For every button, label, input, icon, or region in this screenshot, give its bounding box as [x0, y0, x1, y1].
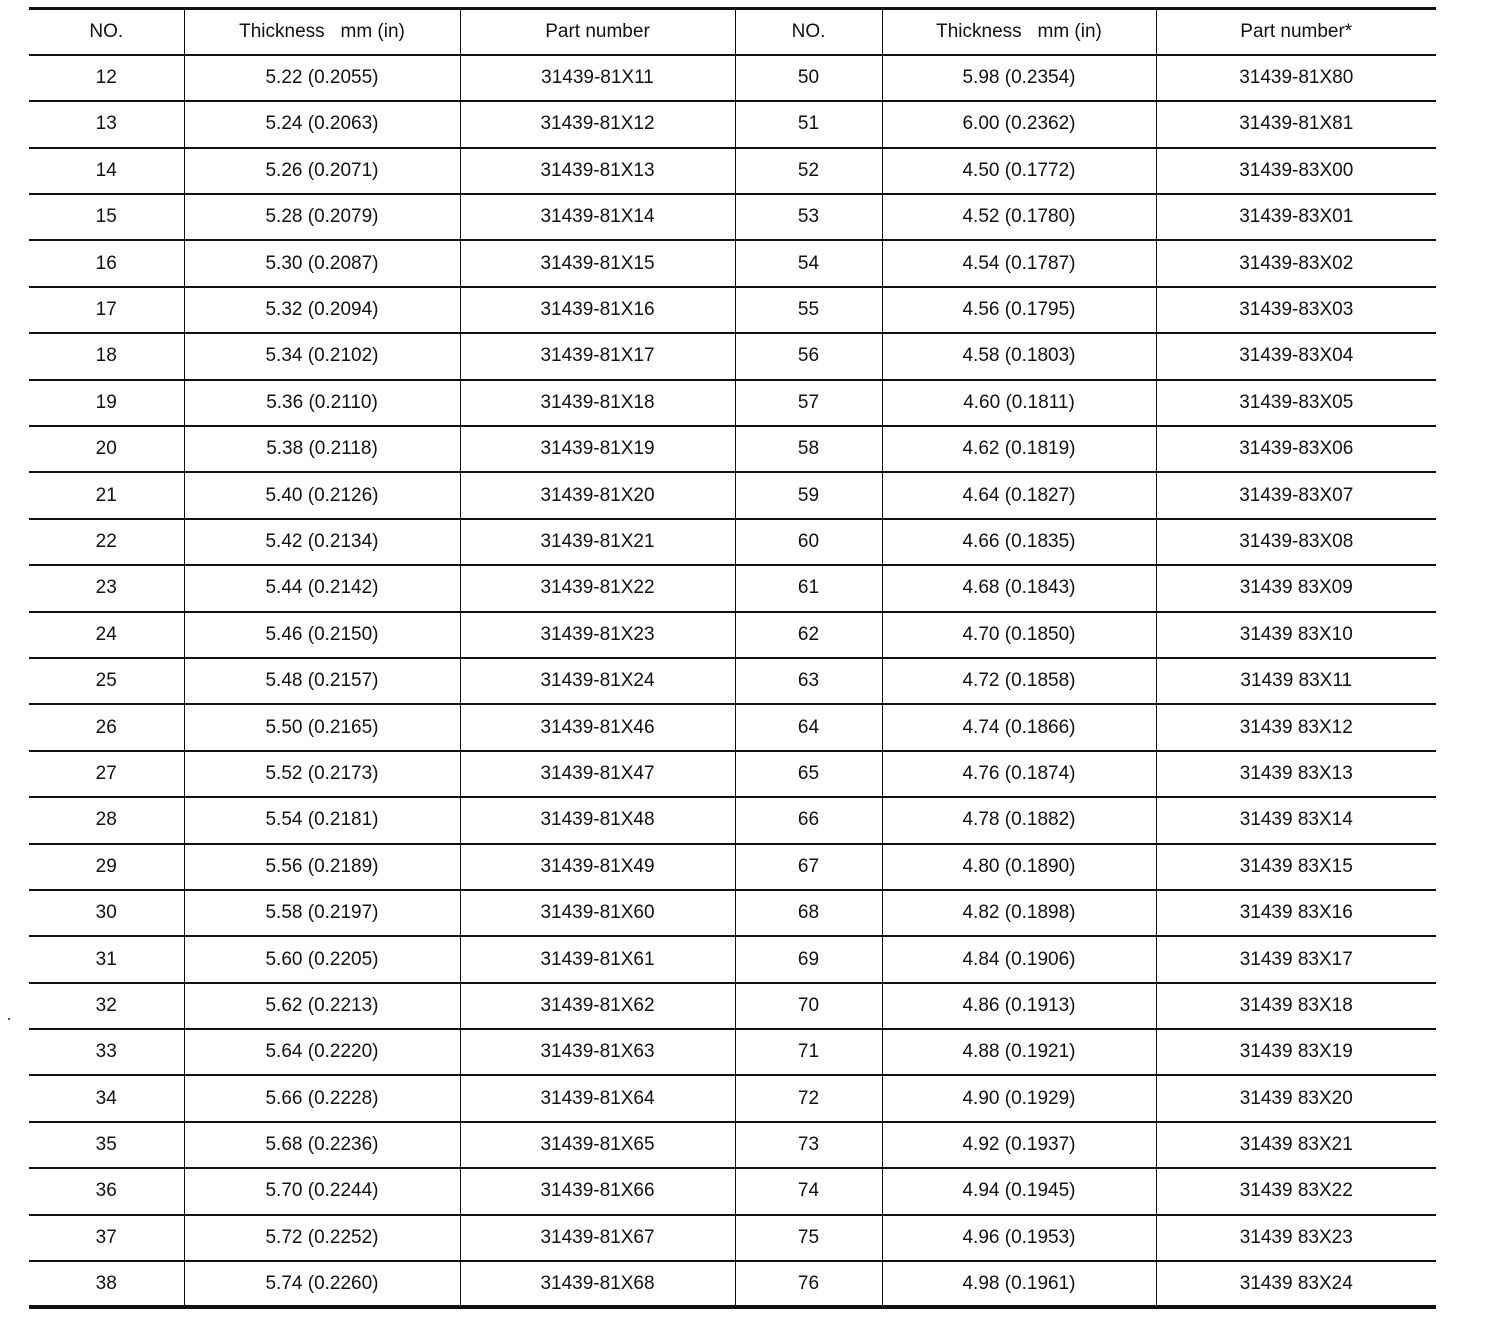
header-part-number-right: Part number*	[1156, 9, 1436, 55]
table-row	[29, 1168, 1436, 1214]
cell-no-left: 28	[29, 797, 184, 843]
cell-no-left: 15	[29, 194, 184, 240]
table-row	[29, 519, 1436, 565]
cell-thickness-right: 4.78 (0.1882)	[882, 797, 1156, 843]
cell-no-left: 21	[29, 472, 184, 518]
cell-no-left: 14	[29, 148, 184, 194]
cell-thickness-right: 4.94 (0.1945)	[882, 1168, 1156, 1214]
table-row	[29, 936, 1436, 982]
cell-no-left: 37	[29, 1215, 184, 1261]
cell-no-right: 64	[735, 704, 882, 750]
cell-part-number-right: 31439 83X16	[1156, 890, 1436, 936]
header-part-number-left: Part number	[460, 9, 735, 55]
cell-part-number-left: 31439-81X65	[460, 1122, 735, 1168]
cell-thickness-right: 4.52 (0.1780)	[882, 194, 1156, 240]
header-row	[29, 9, 1436, 55]
header-no-right: NO.	[735, 9, 882, 55]
table-row	[29, 472, 1436, 518]
cell-no-left: 23	[29, 565, 184, 611]
cell-no-left: 24	[29, 612, 184, 658]
cell-thickness-right: 4.70 (0.1850)	[882, 612, 1156, 658]
cell-part-number-left: 31439-81X24	[460, 658, 735, 704]
cell-part-number-left: 31439-81X15	[460, 240, 735, 286]
cell-no-right: 62	[735, 612, 882, 658]
table-row	[29, 380, 1436, 426]
cell-no-left: 22	[29, 519, 184, 565]
table-row	[29, 844, 1436, 890]
table-row	[29, 890, 1436, 936]
cell-part-number-left: 31439-81X47	[460, 751, 735, 797]
cell-thickness-right: 4.96 (0.1953)	[882, 1215, 1156, 1261]
cell-part-number-right: 31439 83X13	[1156, 751, 1436, 797]
cell-part-number-right: 31439-83X07	[1156, 472, 1436, 518]
cell-thickness-right: 4.68 (0.1843)	[882, 565, 1156, 611]
cell-no-left: 12	[29, 55, 184, 101]
cell-thickness-right: 4.58 (0.1803)	[882, 333, 1156, 379]
cell-no-right: 70	[735, 983, 882, 1029]
table-row	[29, 797, 1436, 843]
cell-part-number-left: 31439-81X61	[460, 936, 735, 982]
cell-no-right: 59	[735, 472, 882, 518]
cell-part-number-left: 31439-81X48	[460, 797, 735, 843]
cell-part-number-left: 31439-81X12	[460, 101, 735, 147]
cell-thickness-right: 4.80 (0.1890)	[882, 844, 1156, 890]
cell-no-left: 30	[29, 890, 184, 936]
cell-no-right: 50	[735, 55, 882, 101]
cell-part-number-right: 31439 83X10	[1156, 612, 1436, 658]
cell-thickness-right: 4.56 (0.1795)	[882, 287, 1156, 333]
cell-no-right: 53	[735, 194, 882, 240]
cell-thickness-right: 4.90 (0.1929)	[882, 1075, 1156, 1121]
table-row	[29, 612, 1436, 658]
cell-thickness-right: 4.72 (0.1858)	[882, 658, 1156, 704]
cell-thickness-left: 5.46 (0.2150)	[184, 612, 460, 658]
cell-part-number-right: 31439-83X05	[1156, 380, 1436, 426]
table-row	[29, 240, 1436, 286]
table-row	[29, 1075, 1436, 1121]
cell-part-number-right: 31439 83X18	[1156, 983, 1436, 1029]
cell-no-left: 32	[29, 983, 184, 1029]
cell-part-number-right: 31439 83X09	[1156, 565, 1436, 611]
cell-no-right: 69	[735, 936, 882, 982]
table-row	[29, 1029, 1436, 1075]
cell-part-number-right: 31439-83X04	[1156, 333, 1436, 379]
cell-part-number-left: 31439-81X16	[460, 287, 735, 333]
cell-part-number-right: 31439-83X08	[1156, 519, 1436, 565]
cell-part-number-right: 31439 83X14	[1156, 797, 1436, 843]
cell-part-number-right: 31439-83X01	[1156, 194, 1436, 240]
cell-thickness-left: 5.22 (0.2055)	[184, 55, 460, 101]
cell-part-number-left: 31439-81X68	[460, 1261, 735, 1307]
table-row	[29, 1261, 1436, 1307]
cell-thickness-left: 5.26 (0.2071)	[184, 148, 460, 194]
cell-no-left: 18	[29, 333, 184, 379]
cell-thickness-right: 4.64 (0.1827)	[882, 472, 1156, 518]
cell-part-number-left: 31439-81X13	[460, 148, 735, 194]
cell-part-number-left: 31439-81X66	[460, 1168, 735, 1214]
cell-thickness-right: 4.54 (0.1787)	[882, 240, 1156, 286]
cell-thickness-left: 5.36 (0.2110)	[184, 380, 460, 426]
cell-no-left: 27	[29, 751, 184, 797]
cell-part-number-right: 31439 83X11	[1156, 658, 1436, 704]
cell-part-number-left: 31439-81X22	[460, 565, 735, 611]
header-thickness-left: Thickness mm (in)	[184, 9, 460, 55]
cell-no-right: 67	[735, 844, 882, 890]
cell-thickness-left: 5.56 (0.2189)	[184, 844, 460, 890]
cell-part-number-left: 31439-81X20	[460, 472, 735, 518]
cell-no-left: 19	[29, 380, 184, 426]
cell-no-right: 72	[735, 1075, 882, 1121]
cell-thickness-left: 5.74 (0.2260)	[184, 1261, 460, 1307]
cell-no-left: 31	[29, 936, 184, 982]
cell-part-number-left: 31439-81X23	[460, 612, 735, 658]
cell-part-number-right: 31439 83X24	[1156, 1261, 1436, 1307]
cell-no-left: 29	[29, 844, 184, 890]
cell-part-number-right: 31439 83X17	[1156, 936, 1436, 982]
table-row	[29, 426, 1436, 472]
cell-thickness-left: 5.60 (0.2205)	[184, 936, 460, 982]
cell-thickness-left: 5.42 (0.2134)	[184, 519, 460, 565]
cell-part-number-left: 31439-81X64	[460, 1075, 735, 1121]
cell-part-number-left: 31439-81X19	[460, 426, 735, 472]
table-row	[29, 55, 1436, 101]
cell-part-number-right: 31439-81X81	[1156, 101, 1436, 147]
cell-part-number-right: 31439 83X21	[1156, 1122, 1436, 1168]
cell-thickness-right: 4.66 (0.1835)	[882, 519, 1156, 565]
table-row	[29, 983, 1436, 1029]
cell-thickness-right: 4.98 (0.1961)	[882, 1261, 1156, 1307]
cell-part-number-right: 31439-83X02	[1156, 240, 1436, 286]
table-row	[29, 333, 1436, 379]
cell-no-right: 68	[735, 890, 882, 936]
cell-no-left: 20	[29, 426, 184, 472]
cell-thickness-right: 4.74 (0.1866)	[882, 704, 1156, 750]
cell-part-number-right: 31439 83X19	[1156, 1029, 1436, 1075]
table-header	[29, 9, 1436, 55]
cell-part-number-right: 31439 83X12	[1156, 704, 1436, 750]
cell-thickness-right: 4.92 (0.1937)	[882, 1122, 1156, 1168]
table-row	[29, 148, 1436, 194]
cell-no-right: 61	[735, 565, 882, 611]
shim-selection-table	[29, 7, 1436, 1309]
cell-thickness-left: 5.68 (0.2236)	[184, 1122, 460, 1168]
cell-part-number-right: 31439-83X03	[1156, 287, 1436, 333]
cell-thickness-right: 4.62 (0.1819)	[882, 426, 1156, 472]
header-no-left: NO.	[29, 9, 184, 55]
cell-thickness-left: 5.62 (0.2213)	[184, 983, 460, 1029]
table-row	[29, 704, 1436, 750]
table-row	[29, 565, 1436, 611]
cell-no-left: 34	[29, 1075, 184, 1121]
cell-thickness-left: 5.32 (0.2094)	[184, 287, 460, 333]
cell-part-number-left: 31439-81X62	[460, 983, 735, 1029]
cell-no-right: 65	[735, 751, 882, 797]
cell-thickness-left: 5.70 (0.2244)	[184, 1168, 460, 1214]
cell-thickness-right: 6.00 (0.2362)	[882, 101, 1156, 147]
cell-thickness-left: 5.72 (0.2252)	[184, 1215, 460, 1261]
table-row	[29, 101, 1436, 147]
cell-part-number-left: 31439-81X63	[460, 1029, 735, 1075]
cell-thickness-left: 5.54 (0.2181)	[184, 797, 460, 843]
cell-part-number-left: 31439-81X60	[460, 890, 735, 936]
cell-thickness-left: 5.38 (0.2118)	[184, 426, 460, 472]
cell-thickness-left: 5.44 (0.2142)	[184, 565, 460, 611]
cell-thickness-right: 4.76 (0.1874)	[882, 751, 1156, 797]
cell-part-number-left: 31439-81X49	[460, 844, 735, 890]
cell-thickness-right: 5.98 (0.2354)	[882, 55, 1156, 101]
cell-no-right: 76	[735, 1261, 882, 1307]
cell-no-left: 33	[29, 1029, 184, 1075]
cell-thickness-left: 5.48 (0.2157)	[184, 658, 460, 704]
cell-part-number-left: 31439-81X46	[460, 704, 735, 750]
cell-part-number-left: 31439-81X21	[460, 519, 735, 565]
cell-no-left: 17	[29, 287, 184, 333]
cell-part-number-right: 31439-81X80	[1156, 55, 1436, 101]
cell-thickness-left: 5.66 (0.2228)	[184, 1075, 460, 1121]
cell-no-right: 66	[735, 797, 882, 843]
cell-thickness-right: 4.84 (0.1906)	[882, 936, 1156, 982]
cell-part-number-right: 31439 83X20	[1156, 1075, 1436, 1121]
table-row	[29, 658, 1436, 704]
cell-no-right: 55	[735, 287, 882, 333]
cell-part-number-left: 31439-81X14	[460, 194, 735, 240]
header-thickness-right: Thickness mm (in)	[882, 9, 1156, 55]
cell-no-right: 60	[735, 519, 882, 565]
cell-no-left: 36	[29, 1168, 184, 1214]
cell-no-left: 35	[29, 1122, 184, 1168]
cell-no-left: 25	[29, 658, 184, 704]
cell-no-left: 13	[29, 101, 184, 147]
cell-thickness-left: 5.50 (0.2165)	[184, 704, 460, 750]
cell-no-right: 56	[735, 333, 882, 379]
table-row	[29, 1215, 1436, 1261]
cell-thickness-right: 4.86 (0.1913)	[882, 983, 1156, 1029]
cell-part-number-left: 31439-81X17	[460, 333, 735, 379]
cell-no-right: 51	[735, 101, 882, 147]
cell-thickness-left: 5.34 (0.2102)	[184, 333, 460, 379]
cell-thickness-right: 4.60 (0.1811)	[882, 380, 1156, 426]
cell-no-right: 52	[735, 148, 882, 194]
cell-thickness-left: 5.28 (0.2079)	[184, 194, 460, 240]
table-row	[29, 287, 1436, 333]
cell-thickness-left: 5.58 (0.2197)	[184, 890, 460, 936]
table-body	[29, 55, 1436, 1308]
cell-part-number-left: 31439-81X67	[460, 1215, 735, 1261]
cell-no-right: 63	[735, 658, 882, 704]
cell-thickness-left: 5.40 (0.2126)	[184, 472, 460, 518]
cell-thickness-left: 5.52 (0.2173)	[184, 751, 460, 797]
cell-no-right: 71	[735, 1029, 882, 1075]
cell-no-right: 75	[735, 1215, 882, 1261]
table-row	[29, 751, 1436, 797]
table-row	[29, 1122, 1436, 1168]
cell-no-left: 26	[29, 704, 184, 750]
cell-part-number-right: 31439-83X06	[1156, 426, 1436, 472]
cell-part-number-right: 31439 83X22	[1156, 1168, 1436, 1214]
cell-thickness-left: 5.64 (0.2220)	[184, 1029, 460, 1075]
cell-no-right: 54	[735, 240, 882, 286]
cell-part-number-right: 31439-83X00	[1156, 148, 1436, 194]
cell-thickness-left: 5.30 (0.2087)	[184, 240, 460, 286]
cell-thickness-right: 4.82 (0.1898)	[882, 890, 1156, 936]
cell-part-number-right: 31439 83X15	[1156, 844, 1436, 890]
cell-thickness-right: 4.88 (0.1921)	[882, 1029, 1156, 1075]
cell-no-right: 57	[735, 380, 882, 426]
cell-no-left: 16	[29, 240, 184, 286]
cell-no-right: 58	[735, 426, 882, 472]
cell-no-left: 38	[29, 1261, 184, 1307]
table-row	[29, 194, 1436, 240]
cell-no-right: 74	[735, 1168, 882, 1214]
cell-no-right: 73	[735, 1122, 882, 1168]
cell-part-number-right: 31439 83X23	[1156, 1215, 1436, 1261]
cell-thickness-left: 5.24 (0.2063)	[184, 101, 460, 147]
cell-thickness-right: 4.50 (0.1772)	[882, 148, 1156, 194]
scan-artifact-dot	[8, 1018, 10, 1020]
cell-part-number-left: 31439-81X11	[460, 55, 735, 101]
cell-part-number-left: 31439-81X18	[460, 380, 735, 426]
